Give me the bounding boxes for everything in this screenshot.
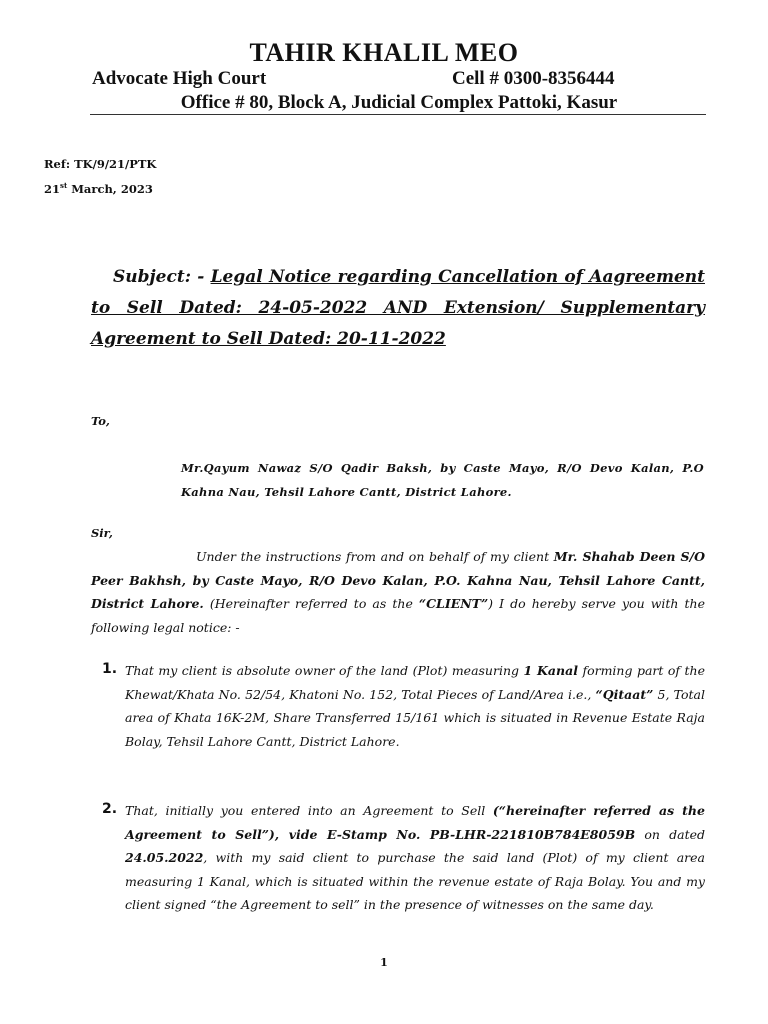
letterhead-title: Advocate High Court bbox=[92, 68, 267, 89]
item-text: That, initially you entered into an Agreement to Sell bbox=[125, 803, 493, 818]
to-label: To, bbox=[91, 414, 110, 428]
item-text: on dated bbox=[635, 826, 705, 842]
list-item bbox=[125, 799, 705, 917]
page-number: 1 bbox=[380, 956, 388, 969]
salutation: Sir, bbox=[91, 526, 113, 540]
item-text: 5, Total area of Khata 16K-2M, Share Transferred 15/161 which is situated in Revenue Estate Raja Bolay, Tehsil Lahore Cantt, District Lahore. bbox=[125, 686, 705, 749]
letterhead-divider bbox=[90, 114, 706, 115]
letterhead-cell: Cell # 0300-8356444 bbox=[452, 68, 615, 89]
intro-part3: ) I do hereby serve you with the following legal notice: - bbox=[91, 596, 706, 635]
letter-date bbox=[44, 181, 153, 196]
item-text: , with my said client to purchase the said land (Plot) of my client area measuring 1 Kanal, which is situated within the revenue estate of Raja Bolay. You and my client signed “the Agreement to sell” in the presence of witnesses on the same day. bbox=[125, 850, 705, 912]
subject-block bbox=[91, 262, 705, 355]
item-text: forming part of the Khewat/Khata No. 52/54, Khatoni No. 152, Total Pieces of Land/Area i.e., bbox=[125, 663, 705, 702]
date-day: 21 bbox=[44, 181, 61, 196]
item-text: That my client is absolute owner of the land (Plot) measuring bbox=[125, 663, 524, 678]
item-bold: 24.05.2022 bbox=[125, 850, 204, 865]
item-bold: “Qitaat” bbox=[595, 686, 654, 702]
item-number: 1. bbox=[102, 661, 118, 677]
item-bold: 1 Kanal bbox=[523, 663, 578, 678]
subject-label: Subject: - bbox=[113, 267, 205, 287]
letterhead-name: TAHIR KHALIL MEO bbox=[249, 38, 519, 67]
date-suffix: st bbox=[60, 181, 68, 190]
intro-part2: (Hereinafter referred to as the bbox=[203, 596, 419, 611]
intro-paragraph bbox=[91, 545, 705, 639]
intro-part1: Under the instructions from and on behalf of my client bbox=[196, 549, 554, 564]
list-item bbox=[125, 659, 705, 753]
letterhead-office: Office # 80, Block A, Judicial Complex Pattoki, Kasur bbox=[180, 92, 618, 113]
item-bold: (“hereinafter referred as the Agreement to Sell”), vide E-Stamp No. PB-LHR-221810B784E8059B bbox=[125, 803, 705, 842]
reference-number: Ref: TK/9/21/PTK bbox=[44, 157, 157, 171]
date-rest: March, 2023 bbox=[67, 181, 153, 196]
item-number: 2. bbox=[102, 801, 118, 817]
addressee: Mr.Qayum Nawaz S/O Qadir Baksh, by Caste Mayo, R/O Devo Kalan, P.O Kahna Nau, Tehsil Lahore Cantt, District Lahore. bbox=[181, 461, 704, 499]
intro-client: Mr. Shahab Deen S/O Peer Bakhsh, by Caste Mayo, R/O Devo Kalan, P.O. Kahna Nau, Tehsil Lahore Cantt, District Lahore. bbox=[91, 549, 706, 611]
intro-client-term: “CLIENT” bbox=[418, 596, 489, 611]
subject-text: Legal Notice regarding Cancellation of Aagreement to Sell Dated: 24-05-2022 AND Extension/ Supplementary Agreement to Sell Dated: 20-11-2022 bbox=[91, 267, 705, 349]
